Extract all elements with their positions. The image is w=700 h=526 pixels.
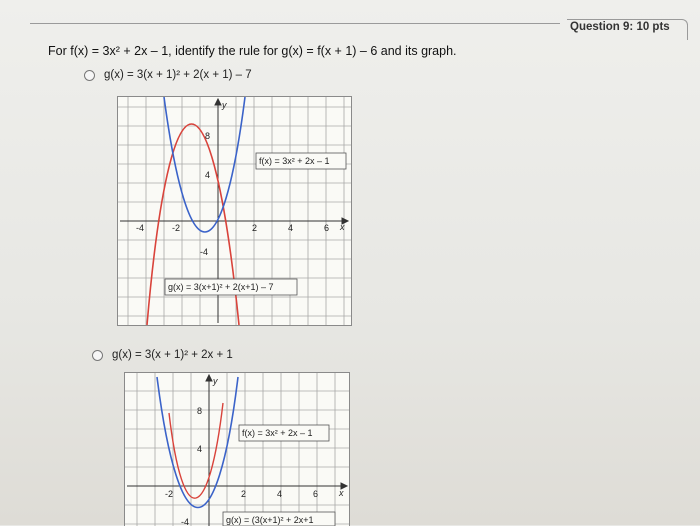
question-points-label: Question 9: 10 pts bbox=[570, 21, 670, 33]
g-curve-label: g(x) = 3(x+1)² + 2(x+1) – 7 bbox=[168, 282, 274, 292]
x-tick-label: -4 bbox=[136, 223, 145, 233]
f-curve bbox=[164, 97, 245, 232]
g-curve bbox=[169, 403, 223, 498]
y-tick-label: -4 bbox=[200, 247, 209, 257]
grid-lines bbox=[125, 373, 349, 526]
radio-button-2[interactable] bbox=[92, 350, 103, 361]
x-axis-label: x bbox=[339, 488, 344, 498]
y-tick-label: 8 bbox=[205, 131, 211, 141]
question-prompt: For f(x) = 3x² + 2x – 1, identify the rule for g(x) = f(x + 1) – 6 and its graph. bbox=[48, 44, 457, 58]
answer-choice-2-graph bbox=[124, 372, 350, 526]
y-tick-label: 4 bbox=[205, 170, 211, 180]
x-tick-label: -2 bbox=[165, 489, 174, 499]
answer-choice-1[interactable] bbox=[84, 69, 252, 81]
y-axis-label: y bbox=[222, 100, 227, 110]
y-axis-label: y bbox=[213, 376, 218, 386]
f-curve-label: f(x) = 3x² + 2x – 1 bbox=[242, 428, 313, 438]
y-tick-label: 4 bbox=[197, 444, 203, 454]
x-tick-label: -2 bbox=[172, 223, 181, 233]
x-tick-label: 2 bbox=[252, 223, 258, 233]
answer-choice-2[interactable] bbox=[92, 349, 233, 361]
x-tick-label: 6 bbox=[313, 489, 319, 499]
x-tick-label: 4 bbox=[288, 223, 294, 233]
g-curve-label: g(x) = (3(x+1)² + 2x+1 bbox=[226, 515, 314, 525]
y-tick-label: 8 bbox=[197, 406, 203, 416]
answer-choice-2-label: g(x) = 3(x + 1)² + 2x + 1 bbox=[112, 349, 233, 361]
question-divider bbox=[30, 23, 560, 24]
x-tick-label: 4 bbox=[277, 489, 283, 499]
y-tick-label: -4 bbox=[181, 517, 190, 526]
answer-choice-1-label: g(x) = 3(x + 1)² + 2(x + 1) – 7 bbox=[104, 69, 252, 81]
x-axis-label: x bbox=[340, 222, 345, 232]
x-tick-label: 6 bbox=[324, 223, 330, 233]
x-tick-label: 2 bbox=[241, 489, 247, 499]
f-curve-label: f(x) = 3x² + 2x – 1 bbox=[259, 156, 330, 166]
radio-button-1[interactable] bbox=[84, 70, 95, 81]
f-curve bbox=[157, 377, 238, 508]
answer-choice-1-graph bbox=[117, 96, 352, 326]
